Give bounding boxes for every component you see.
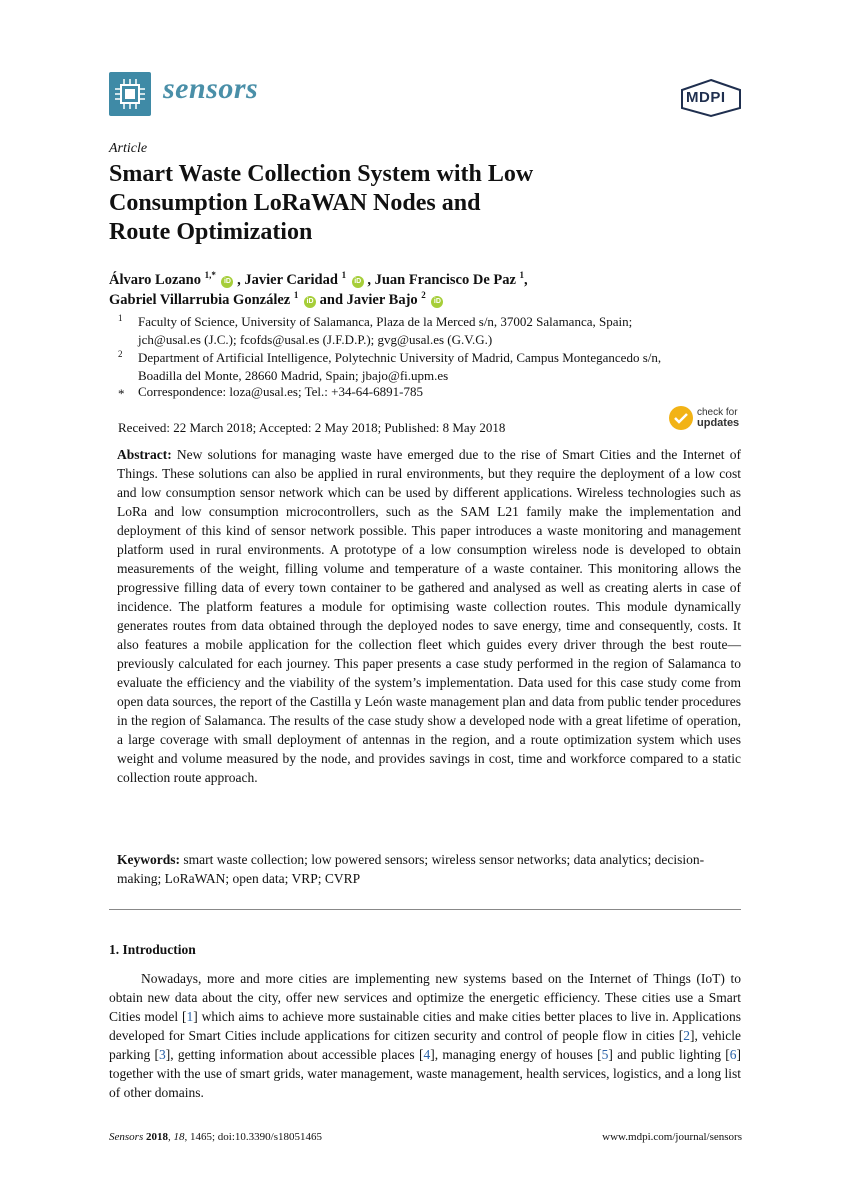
abstract [117, 445, 741, 787]
author-affiliation-mark: 2 [421, 290, 426, 300]
footer-journal: Sensors [109, 1131, 144, 1143]
affiliation-line: Faculty of Science, University of Salamanca, Plaza de la Merced s/n, 37002 Salamanca, Spain; [138, 314, 633, 329]
footer-year: 2018 [143, 1131, 168, 1143]
paragraph-text: ], vehicle parking [ [109, 1028, 741, 1062]
affiliation-mark: 2 [118, 349, 123, 359]
authors-line [109, 290, 443, 309]
chip-icon [109, 72, 151, 116]
orcid-icon[interactable]: iD [352, 276, 364, 288]
orcid-icon[interactable]: iD [221, 276, 233, 288]
keywords-text: smart waste collection; low powered sensors; wireless sensor networks; data analytics; decision-making; LoRaWAN; open data; VRP; CVRP [117, 852, 705, 886]
check-updates-button[interactable] [697, 407, 739, 429]
citation-link[interactable]: 4 [423, 1047, 431, 1062]
paragraph-text: ] together with the use of smart grids, water management, waste management, health services, logistics, and a long list of other domains. [109, 1047, 741, 1100]
keywords-heading: Keywords: [117, 852, 180, 867]
check-updates-line: check for [697, 407, 738, 418]
orcid-icon[interactable]: iD [431, 296, 443, 308]
title-line: Consumption LoRaWAN Nodes and [109, 190, 481, 216]
author-name[interactable]: , Javier Caridad [237, 271, 338, 288]
abstract-text: New solutions for managing waste have emerged due to the rise of Smart Cities and the Internet of Things. These solutions can also be applied in rural environments, but they require the deployment of a low cost and low consumption sensor network which can be used by different applications. Wireless technologies such as LoRa and low consumption microcontrollers, such as the SAM L21 family make the implementation and deployment of this kind of sensor network possible. This paper introduces a waste monitoring and management platform used in rural environments. A prototype of a low consumption wireless node is developed to obtain measurements of the weight, filling volume and temperature of a waste container. This monitoring allows the progressive filling data of every town container to be gathered and analysed as well as creating alerts in case of incidence. The platform features a module for optimising waste collection routes. This module dynamically generates routes from data obtained through the deployed nodes to save energy, time and consequently, costs. It also features a mobile application for the collection fleet which guides every driver through the best route—previously calculated for each journey. This paper presents a case study performed in the region of Salamanca to evaluate the efficiency and the viability of the system’s implementation. Data used for this case study come from open data sources, the report of the Castilla y León waste management plan and data from public tender procedures in the region of Salamanca. The results of the case study show a developed node with a great lifetime of operation, a large coverage with small deployment of antennas in the region, and a route optimization system which uses weight and volume measured by the node, and provides savings in cost, time and workforce compared to a static collection route approach. [117, 447, 741, 785]
correspondence [138, 383, 738, 401]
check-updates-line: updates [697, 417, 740, 429]
publisher-name: MDPI [686, 89, 726, 106]
intro-paragraph [109, 969, 741, 1102]
section-heading: 1. Introduction [109, 942, 196, 957]
paragraph-text: Nowadays, more and more cities are implementing new systems based on the Internet of Things (IoT) to obtain new data about the city, offer new services and optimize the energetic efficiency. These cities use a Smart Cities model [ [109, 971, 741, 1024]
author-separator: , [524, 271, 528, 288]
citation-link[interactable]: 5 [601, 1047, 609, 1062]
author-name[interactable]: Gabriel Villarrubia González [109, 291, 291, 308]
citation-link[interactable]: 1 [186, 1009, 194, 1024]
abstract-heading: Abstract: [117, 447, 172, 462]
author-affiliation-mark: 1,* [204, 270, 216, 280]
author-name[interactable]: and Javier Bajo [319, 291, 418, 308]
paragraph-text: ], managing energy of houses [ [430, 1047, 602, 1062]
citation-link[interactable]: 6 [729, 1047, 737, 1062]
journal-logo [109, 72, 151, 116]
affiliation [138, 349, 738, 385]
author-name[interactable]: Álvaro Lozano [109, 271, 201, 288]
paragraph-text: ], getting information about accessible places [ [165, 1047, 424, 1062]
section-divider [109, 909, 741, 910]
footer-doi: , 1465; doi:10.3390/s18051465 [184, 1131, 322, 1143]
author-name[interactable]: , Juan Francisco De Paz [367, 271, 516, 288]
footer-volume: , 18 [167, 1131, 185, 1143]
affiliation [138, 313, 738, 349]
affiliation-line: Correspondence: loza@usal.es; Tel.: +34-64-6891-785 [138, 384, 423, 399]
keywords [117, 850, 741, 888]
authors-line [109, 270, 528, 289]
paragraph-text: ] which aims to achieve more sustainable cities and make cities better places to live in. Applications developed for Smart Cities include applications for citizen security and control of people flow in cities [ [109, 1009, 741, 1043]
footer-url[interactable]: www.mdpi.com/journal/sensors [602, 1131, 742, 1143]
author-affiliation-mark: 1 [519, 270, 525, 280]
author-affiliation-mark: 1 [341, 270, 347, 280]
paragraph-text: ] and public lighting [ [608, 1047, 730, 1062]
check-updates-icon[interactable] [669, 406, 693, 430]
article-type: Article [109, 141, 148, 156]
affiliation-line: Department of Artificial Intelligence, Polytechnic University of Madrid, Campus Montegancedo s/n, [138, 350, 662, 365]
publication-dates: Received: 22 March 2018; Accepted: 2 May 2018; Published: 8 May 2018 [118, 420, 506, 435]
citation-link[interactable]: 2 [683, 1028, 690, 1043]
title-line: Route Optimization [109, 219, 313, 245]
journal-name: sensors [163, 72, 259, 105]
affiliation-line: jch@usal.es (J.C.); fcofds@usal.es (J.F.D.P.); gvg@usal.es (G.V.G.) [138, 332, 493, 347]
affiliation-mark: 1 [118, 313, 123, 323]
article-title [109, 160, 669, 247]
citation-link[interactable]: 3 [159, 1047, 166, 1062]
correspondence-mark: * [118, 386, 125, 401]
author-affiliation-mark: 1 [293, 290, 299, 300]
title-line: Smart Waste Collection System with Low [109, 161, 534, 187]
footer-citation [109, 1131, 322, 1143]
orcid-icon[interactable]: iD [304, 296, 316, 308]
affiliation-line: Boadilla del Monte, 28660 Madrid, Spain; jbajo@fi.upm.es [138, 368, 449, 383]
